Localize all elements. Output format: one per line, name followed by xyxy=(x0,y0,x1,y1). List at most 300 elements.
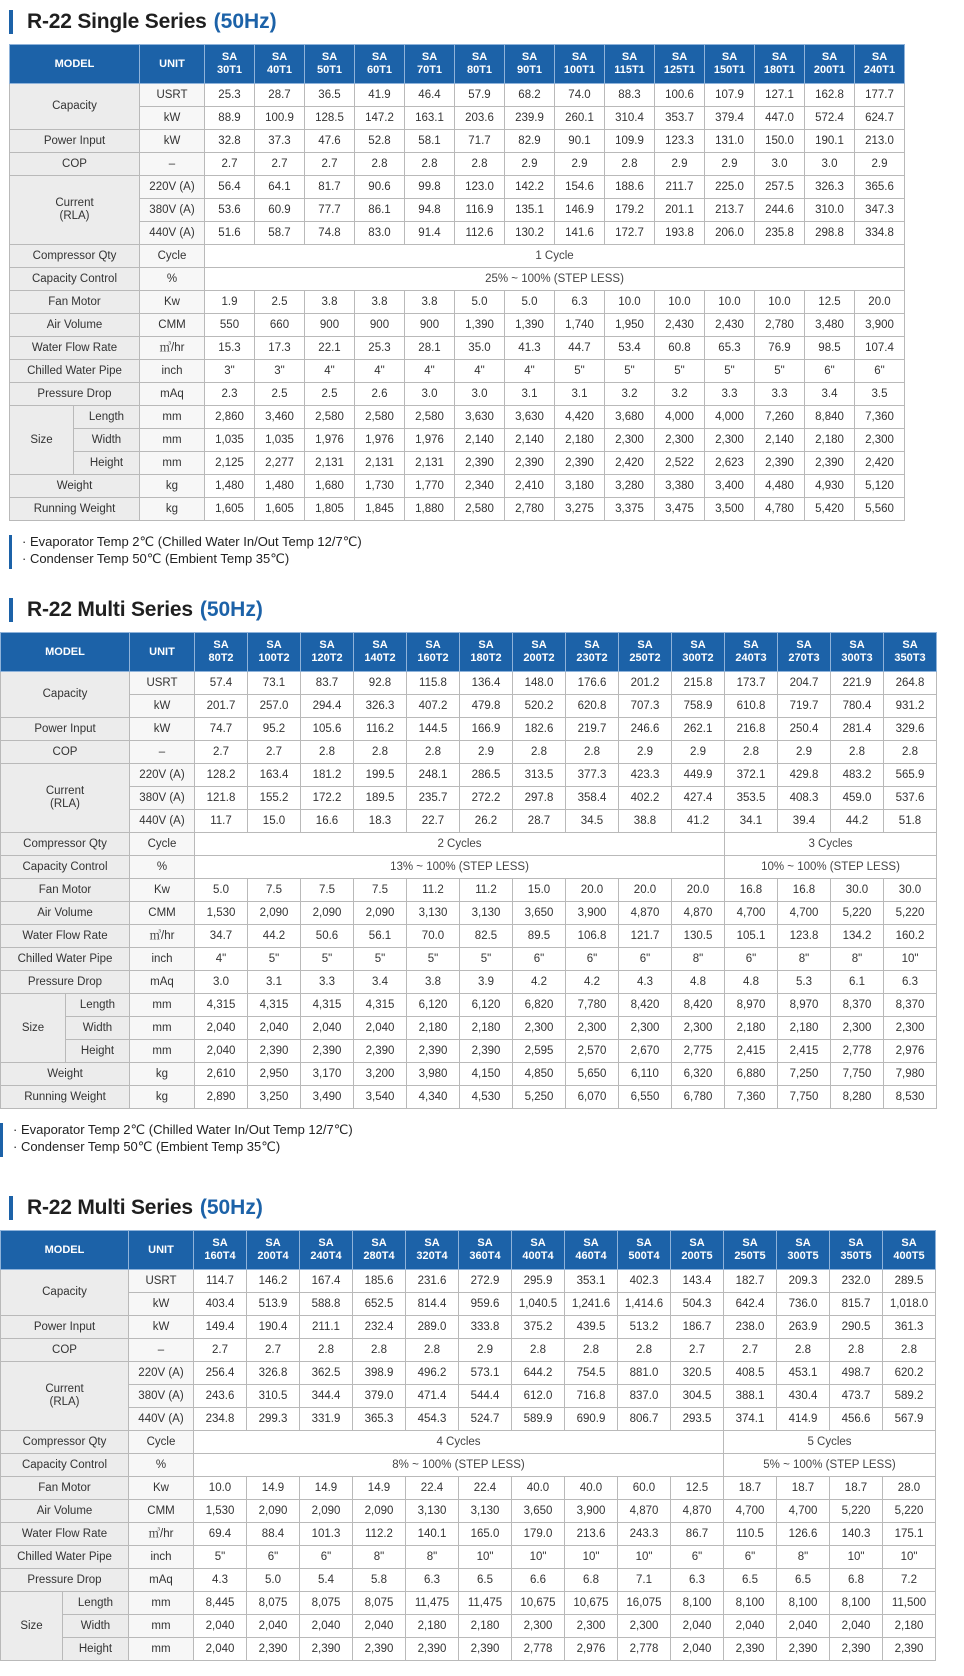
header-unit: UNIT xyxy=(140,45,205,84)
section-title-hz: (50Hz) xyxy=(199,598,263,621)
row-label: Size xyxy=(10,406,74,475)
row-unit: mAq xyxy=(129,1569,194,1592)
model-header xyxy=(305,45,355,84)
table-cell: 15.0 xyxy=(248,810,301,833)
section-multi-series-t4-t5 xyxy=(0,1186,936,1661)
table-cell: 8,970 xyxy=(725,994,778,1017)
model-code: 180T1 xyxy=(763,64,796,76)
table-cell: 90.6 xyxy=(355,176,405,199)
table-cell: 8" xyxy=(353,1546,406,1569)
table-row xyxy=(1,695,937,718)
table-cell: 2,390 xyxy=(830,1638,883,1661)
table-cell: 109.9 xyxy=(605,130,655,153)
table-cell: 121.7 xyxy=(619,925,672,948)
table-cell: 2.7 xyxy=(305,153,355,176)
note-condenser: · Condenser Temp 50℃ (Embient Temp 35℃) xyxy=(13,1139,281,1154)
table-cell: 2,300 xyxy=(605,429,655,452)
model-prefix: SA xyxy=(478,639,494,651)
table-cell: 36.5 xyxy=(305,84,355,107)
table-cell: 3.1 xyxy=(505,383,555,406)
table-row xyxy=(1,1017,937,1040)
table-cell: 149.4 xyxy=(194,1316,247,1339)
row-unit: kg xyxy=(130,1086,195,1109)
table-cell: 2,780 xyxy=(505,498,555,521)
model-header xyxy=(831,633,884,672)
table-cell: 112.2 xyxy=(353,1523,406,1546)
model-code: 280T4 xyxy=(363,1250,395,1262)
table-cell: 7,250 xyxy=(778,1063,831,1086)
table-row xyxy=(1,1431,936,1454)
table-cell: 182.7 xyxy=(724,1270,777,1293)
table-cell: 2,040 xyxy=(353,1615,406,1638)
table-cell: 2,300 xyxy=(512,1615,565,1638)
table-cell: 2,390 xyxy=(248,1040,301,1063)
table-cell: 105.6 xyxy=(301,718,354,741)
table-cell: 2.8 xyxy=(831,741,884,764)
table-cell: 2,580 xyxy=(405,406,455,429)
table-cell: 524.7 xyxy=(459,1408,512,1431)
row-label: Running Weight xyxy=(1,1086,130,1109)
model-code: 90T1 xyxy=(516,64,543,76)
table-cell: 496.2 xyxy=(406,1362,459,1385)
table-row xyxy=(1,1477,936,1500)
table-cell: 652.5 xyxy=(353,1293,406,1316)
table-cell: 34.7 xyxy=(195,925,248,948)
row-unit: inch xyxy=(140,360,205,383)
table-cell: 3,280 xyxy=(605,475,655,498)
header-model: MODEL xyxy=(10,45,140,84)
model-header xyxy=(755,45,805,84)
model-header xyxy=(353,1231,406,1270)
table-cell: 235.7 xyxy=(407,787,460,810)
table-cell: 572.4 xyxy=(805,107,855,130)
table-cell: 213.0 xyxy=(855,130,905,153)
table-cell: 3.0 xyxy=(405,383,455,406)
table-cell: 100.6 xyxy=(655,84,705,107)
table-cell: 4" xyxy=(305,360,355,383)
table-cell: 5,220 xyxy=(883,1500,936,1523)
table-cell: 1,976 xyxy=(355,429,405,452)
table-cell: 2.8 xyxy=(513,741,566,764)
model-header xyxy=(672,633,725,672)
table-cell: 719.7 xyxy=(778,695,831,718)
table-cell: 94.8 xyxy=(405,199,455,222)
table-cell: 3,540 xyxy=(354,1086,407,1109)
table-cell: 2,390 xyxy=(555,452,605,475)
table-cell: 176.6 xyxy=(566,672,619,695)
table-cell: 90.1 xyxy=(555,130,605,153)
table-cell: 2.8 xyxy=(565,1339,618,1362)
table-cell: 211.7 xyxy=(655,176,705,199)
model-prefix: SA xyxy=(584,639,600,651)
table-cell: 479.8 xyxy=(460,695,513,718)
table-cell: 166.9 xyxy=(460,718,513,741)
model-prefix: SA xyxy=(371,1237,387,1249)
table-cell: 5" xyxy=(301,948,354,971)
model-code: 50T1 xyxy=(316,64,343,76)
table-cell: 8" xyxy=(406,1546,459,1569)
table-cell: 1,530 xyxy=(195,902,248,925)
section-title xyxy=(0,588,937,632)
table-cell: 290.5 xyxy=(830,1316,883,1339)
model-code: 140T2 xyxy=(364,652,396,664)
table-cell: 2,040 xyxy=(301,1017,354,1040)
table-cell: 256.4 xyxy=(194,1362,247,1385)
spanned-value: 5 Cycles xyxy=(724,1431,936,1454)
table-cell: 365.6 xyxy=(855,176,905,199)
model-code: 70T1 xyxy=(416,64,443,76)
table-cell: 22.1 xyxy=(305,337,355,360)
table-cell: 2,180 xyxy=(407,1017,460,1040)
table-cell: 736.0 xyxy=(777,1293,830,1316)
spanned-value: 5% ~ 100% (STEP LESS) xyxy=(724,1454,936,1477)
table-cell: 10" xyxy=(830,1546,883,1569)
table-cell: 2.9 xyxy=(459,1339,512,1362)
table-cell: 53.4 xyxy=(605,337,655,360)
table-cell: 550 xyxy=(205,314,255,337)
table-cell: 3.0 xyxy=(755,153,805,176)
table-cell: 4.3 xyxy=(619,971,672,994)
model-prefix: SA xyxy=(266,639,282,651)
table-row xyxy=(10,452,905,475)
table-cell: 2.7 xyxy=(671,1339,724,1362)
table-cell: 2,390 xyxy=(300,1638,353,1661)
table-cell: 58.1 xyxy=(405,130,455,153)
row-unit: Cycle xyxy=(140,245,205,268)
table-row xyxy=(1,925,937,948)
model-code: 120T2 xyxy=(311,652,343,664)
table-cell: 3.8 xyxy=(305,291,355,314)
model-prefix: SA xyxy=(821,51,838,63)
table-row xyxy=(10,406,905,429)
table-cell: 1,730 xyxy=(355,475,405,498)
table-cell: 2.9 xyxy=(672,741,725,764)
table-cell: 2,950 xyxy=(248,1063,301,1086)
model-prefix: SA xyxy=(221,51,238,63)
table-cell: 112.6 xyxy=(455,222,505,245)
table-cell: 408.5 xyxy=(724,1362,777,1385)
table-cell: 4,315 xyxy=(354,994,407,1017)
spanned-value: 13% ~ 100% (STEP LESS) xyxy=(195,856,725,879)
table-cell: 2,780 xyxy=(755,314,805,337)
row-unit: 380V (A) xyxy=(129,1385,194,1408)
model-header xyxy=(300,1231,353,1270)
row-label-line: Current xyxy=(55,197,94,209)
table-row xyxy=(1,1293,936,1316)
table-cell: 1,976 xyxy=(305,429,355,452)
table-cell: 10.0 xyxy=(755,291,805,314)
table-row xyxy=(1,718,937,741)
table-cell: 8,100 xyxy=(830,1592,883,1615)
table-cell: 2,040 xyxy=(195,1017,248,1040)
model-code: 270T3 xyxy=(788,652,820,664)
table-cell: 1,040.5 xyxy=(512,1293,565,1316)
table-cell: 2.9 xyxy=(460,741,513,764)
table-cell: 182.6 xyxy=(513,718,566,741)
table-cell: 46.4 xyxy=(405,84,455,107)
row-unit: kW xyxy=(130,695,195,718)
table-cell: 2,390 xyxy=(777,1638,830,1661)
table-cell: 2.8 xyxy=(777,1339,830,1362)
table-cell: 5,220 xyxy=(831,902,884,925)
table-cell: 263.9 xyxy=(777,1316,830,1339)
table-cell: 4,700 xyxy=(725,902,778,925)
table-cell: 2,040 xyxy=(194,1615,247,1638)
row-label: Size xyxy=(1,1592,63,1661)
table-cell: 2,976 xyxy=(565,1638,618,1661)
section-title-hz: (50Hz) xyxy=(213,10,277,33)
table-cell: 5" xyxy=(354,948,407,971)
table-cell: 10" xyxy=(459,1546,512,1569)
table-cell: 6.3 xyxy=(406,1569,459,1592)
row-unit: 440V (A) xyxy=(130,810,195,833)
table-cell: 362.5 xyxy=(300,1362,353,1385)
model-prefix: SA xyxy=(771,51,788,63)
table-cell: 3,380 xyxy=(655,475,705,498)
table-cell: 642.4 xyxy=(724,1293,777,1316)
model-prefix: SA xyxy=(795,1237,811,1249)
table-cell: 6,120 xyxy=(407,994,460,1017)
row-unit: kW xyxy=(140,130,205,153)
table-cell: 2.8 xyxy=(406,1339,459,1362)
table-cell: 4" xyxy=(355,360,405,383)
model-code: 160T2 xyxy=(417,652,449,664)
model-code: 125T1 xyxy=(663,64,696,76)
header-row xyxy=(1,633,937,672)
row-sublabel: Height xyxy=(63,1638,129,1661)
table-cell: 2.8 xyxy=(455,153,505,176)
row-label: Water Flow Rate xyxy=(1,1523,129,1546)
table-cell: 51.8 xyxy=(884,810,937,833)
table-cell: 163.1 xyxy=(405,107,455,130)
row-unit: mAq xyxy=(130,971,195,994)
table-cell: 454.3 xyxy=(406,1408,459,1431)
model-header xyxy=(255,45,305,84)
row-label: Compressor Qty xyxy=(1,1431,129,1454)
table-cell: 2.9 xyxy=(619,741,672,764)
table-cell: 8,280 xyxy=(831,1086,884,1109)
notes xyxy=(0,1121,937,1161)
table-cell: 513.9 xyxy=(247,1293,300,1316)
table-cell: 10.0 xyxy=(705,291,755,314)
table-cell: 281.4 xyxy=(831,718,884,741)
table-cell: 2,522 xyxy=(655,452,705,475)
table-cell: 6" xyxy=(855,360,905,383)
table-cell: 18.3 xyxy=(354,810,407,833)
table-cell: 2,300 xyxy=(855,429,905,452)
table-cell: 3,130 xyxy=(407,902,460,925)
table-cell: 2,420 xyxy=(855,452,905,475)
table-cell: 2,040 xyxy=(830,1615,883,1638)
row-unit: Kw xyxy=(140,291,205,314)
table-cell: 4,700 xyxy=(724,1500,777,1523)
table-row xyxy=(1,672,937,695)
table-cell: 2,125 xyxy=(205,452,255,475)
row-label: Compressor Qty xyxy=(10,245,140,268)
row-unit: 380V (A) xyxy=(140,199,205,222)
table-row xyxy=(1,1339,936,1362)
table-cell: 3,900 xyxy=(566,902,619,925)
table-cell: 3,170 xyxy=(301,1063,354,1086)
table-cell: 56.1 xyxy=(354,925,407,948)
table-cell: 140.3 xyxy=(830,1523,883,1546)
table-cell: 6" xyxy=(247,1546,300,1569)
row-label-line: (RLA) xyxy=(49,798,81,810)
table-cell: 190.4 xyxy=(247,1316,300,1339)
table-cell: 4,315 xyxy=(248,994,301,1017)
table-cell: 2,180 xyxy=(725,1017,778,1040)
table-cell: 329.6 xyxy=(884,718,937,741)
table-cell: 148.0 xyxy=(513,672,566,695)
model-prefix: SA xyxy=(318,1237,334,1249)
table-cell: 88.3 xyxy=(605,84,655,107)
table-cell: 10" xyxy=(618,1546,671,1569)
table-cell: 147.2 xyxy=(355,107,405,130)
table-cell: 10.0 xyxy=(655,291,705,314)
model-prefix: SA xyxy=(848,1237,864,1249)
note-evaporator: · Evaporator Temp 2℃ (Chilled Water In/Out Temp 12/7℃) xyxy=(22,534,362,549)
table-cell: 567.9 xyxy=(883,1408,936,1431)
table-cell: 2,180 xyxy=(805,429,855,452)
table-cell: 74.0 xyxy=(555,84,605,107)
table-cell: 620.8 xyxy=(566,695,619,718)
table-cell: 2,390 xyxy=(247,1638,300,1661)
table-row xyxy=(10,245,905,268)
spec-table-multi-series-t4-t5 xyxy=(0,1230,936,1661)
table-cell: 17.3 xyxy=(255,337,305,360)
model-header xyxy=(205,45,255,84)
table-cell: 74.8 xyxy=(305,222,355,245)
table-cell: 2,595 xyxy=(513,1040,566,1063)
table-row xyxy=(10,314,905,337)
note-condenser: · Condenser Temp 50℃ (Embient Temp 35℃) xyxy=(22,551,290,566)
section-title-text: R-22 Multi Series xyxy=(27,598,193,621)
table-cell: 5" xyxy=(755,360,805,383)
table-cell: 3" xyxy=(255,360,305,383)
table-cell: 179.2 xyxy=(605,199,655,222)
table-cell: 3,130 xyxy=(460,902,513,925)
model-code: 250T2 xyxy=(629,652,661,664)
model-code: 80T1 xyxy=(466,64,493,76)
table-cell: 6" xyxy=(725,948,778,971)
table-cell: 5.8 xyxy=(353,1569,406,1592)
table-cell: 5.0 xyxy=(195,879,248,902)
table-cell: 53.6 xyxy=(205,199,255,222)
row-label: Capacity xyxy=(1,1270,129,1316)
table-cell: 114.7 xyxy=(194,1270,247,1293)
table-cell: 6" xyxy=(566,948,619,971)
table-cell: 81.7 xyxy=(305,176,355,199)
table-cell: 10,675 xyxy=(565,1592,618,1615)
table-cell: 754.5 xyxy=(565,1362,618,1385)
table-cell: 201.1 xyxy=(655,199,705,222)
table-cell: 2.7 xyxy=(247,1339,300,1362)
table-cell: 232.0 xyxy=(830,1270,883,1293)
table-cell: 2,040 xyxy=(247,1615,300,1638)
table-cell: 143.4 xyxy=(671,1270,724,1293)
table-cell: 1.9 xyxy=(205,291,255,314)
row-sublabel: Width xyxy=(63,1615,129,1638)
table-cell: 2.8 xyxy=(566,741,619,764)
model-header xyxy=(725,633,778,672)
table-cell: 716.8 xyxy=(565,1385,618,1408)
table-cell: 2,040 xyxy=(354,1017,407,1040)
row-unit: mm xyxy=(129,1615,194,1638)
table-cell: 6.3 xyxy=(884,971,937,994)
table-cell: 70.0 xyxy=(407,925,460,948)
row-label: Weight xyxy=(1,1063,130,1086)
model-code: 300T5 xyxy=(787,1250,819,1262)
table-cell: 3,490 xyxy=(301,1086,354,1109)
table-cell: 660 xyxy=(255,314,305,337)
model-prefix: SA xyxy=(690,639,706,651)
table-cell: 379.0 xyxy=(353,1385,406,1408)
table-cell: 86.7 xyxy=(671,1523,724,1546)
model-header xyxy=(405,45,455,84)
table-cell: 3.3 xyxy=(755,383,805,406)
table-cell: 2,277 xyxy=(255,452,305,475)
model-prefix: SA xyxy=(319,639,335,651)
table-cell: 213.6 xyxy=(565,1523,618,1546)
table-cell: 610.8 xyxy=(725,695,778,718)
table-cell: 6.1 xyxy=(831,971,884,994)
table-cell: 2,140 xyxy=(455,429,505,452)
table-cell: 2,300 xyxy=(618,1615,671,1638)
table-cell: 4,700 xyxy=(778,902,831,925)
model-code: 320T4 xyxy=(416,1250,448,1262)
row-label: Fan Motor xyxy=(10,291,140,314)
spanned-value: 25% ~ 100% (STEP LESS) xyxy=(205,268,905,291)
table-row xyxy=(10,429,905,452)
model-header xyxy=(778,633,831,672)
table-cell: 8,370 xyxy=(831,994,884,1017)
table-cell: 5" xyxy=(407,948,460,971)
table-cell: 2,131 xyxy=(355,452,405,475)
table-cell: 51.6 xyxy=(205,222,255,245)
table-cell: 2,390 xyxy=(460,1040,513,1063)
row-unit: CMM xyxy=(129,1500,194,1523)
table-cell: 620.2 xyxy=(883,1362,936,1385)
table-cell: 2.7 xyxy=(195,741,248,764)
table-cell: 375.2 xyxy=(512,1316,565,1339)
model-header xyxy=(247,1231,300,1270)
table-row xyxy=(10,107,905,130)
table-cell: 6,780 xyxy=(672,1086,725,1109)
model-code: 30T1 xyxy=(216,64,243,76)
model-prefix: SA xyxy=(421,51,438,63)
table-cell: 806.7 xyxy=(618,1408,671,1431)
table-cell: 57.4 xyxy=(195,672,248,695)
table-row xyxy=(10,222,905,245)
table-cell: 544.4 xyxy=(459,1385,512,1408)
table-cell: 2.3 xyxy=(205,383,255,406)
table-cell: 264.8 xyxy=(884,672,937,695)
table-row xyxy=(1,971,937,994)
table-cell: 28.7 xyxy=(513,810,566,833)
table-cell: 16.8 xyxy=(725,879,778,902)
table-cell: 68.2 xyxy=(505,84,555,107)
table-cell: 4.8 xyxy=(725,971,778,994)
table-cell: 60.8 xyxy=(655,337,705,360)
table-cell: 1,845 xyxy=(355,498,405,521)
model-header xyxy=(724,1231,777,1270)
model-header xyxy=(884,633,937,672)
table-cell: 8,100 xyxy=(724,1592,777,1615)
table-cell: 6.5 xyxy=(459,1569,512,1592)
table-cell: 2,390 xyxy=(301,1040,354,1063)
table-cell: 14.9 xyxy=(353,1477,406,1500)
row-unit: Kw xyxy=(129,1477,194,1500)
